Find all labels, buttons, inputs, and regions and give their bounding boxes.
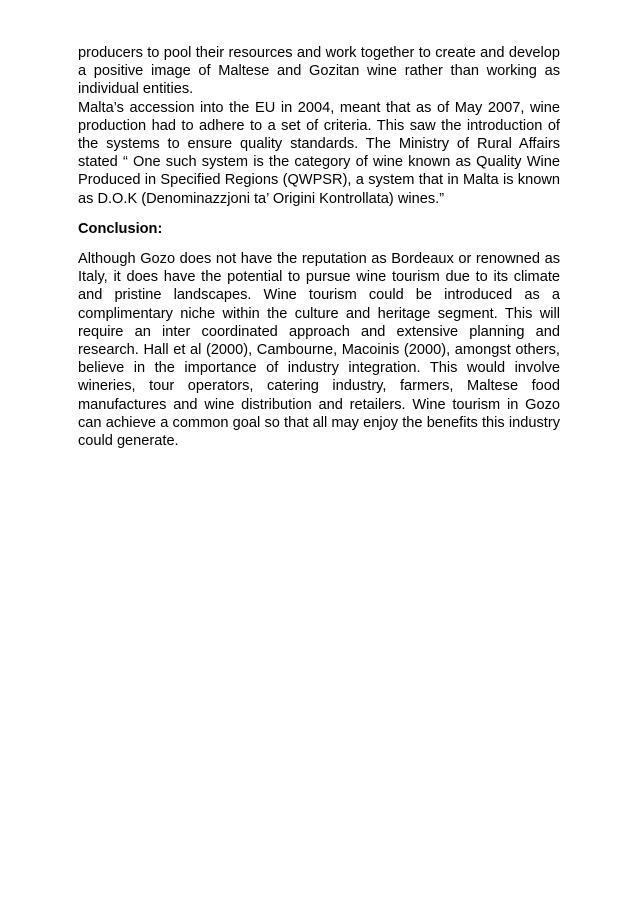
- document-body: [78, 44, 560, 450]
- conclusion-heading: Conclusion:: [78, 220, 163, 237]
- paragraph-producers: producers to pool their resources and work together to create and develop a positive image of Maltese and Gozitan wine rather than working as individual entities.: [78, 45, 560, 98]
- paragraph-eu-accession: Malta’s accession into the EU in 2004, meant that as of May 2007, wine production had to adhere to a set of criteria. This saw the introduction of the systems to ensure quality standards. The Ministry of Rural Affairs stated “ One such system is the category of wine known as Quality Wine Produced in Specified Regions (QWPSR), a system that in Malta is known as D.O.K (Denominazzjoni ta’ Origini Kontrollata) wines.”: [78, 99, 560, 207]
- paragraph-conclusion: Although Gozo does not have the reputation as Bordeaux or renowned as Italy, it does have the potential to pursue wine tourism due to its climate and pristine landscapes. Wine tourism could be introduced as a complimentary niche within the culture and heritage segment. This will require an inter coordinated approach and extensive planning and research. Hall et al (2000), Cambourne, Macoinis (2000), amongst others, believe in the importance of industry integration. This would involve wineries, tour operators, catering industry, farmers, Maltese food manufactures and wine distribution and retailers. Wine tourism in Gozo can achieve a common goal so that all may enjoy the benefits this industry could generate.: [78, 251, 560, 450]
